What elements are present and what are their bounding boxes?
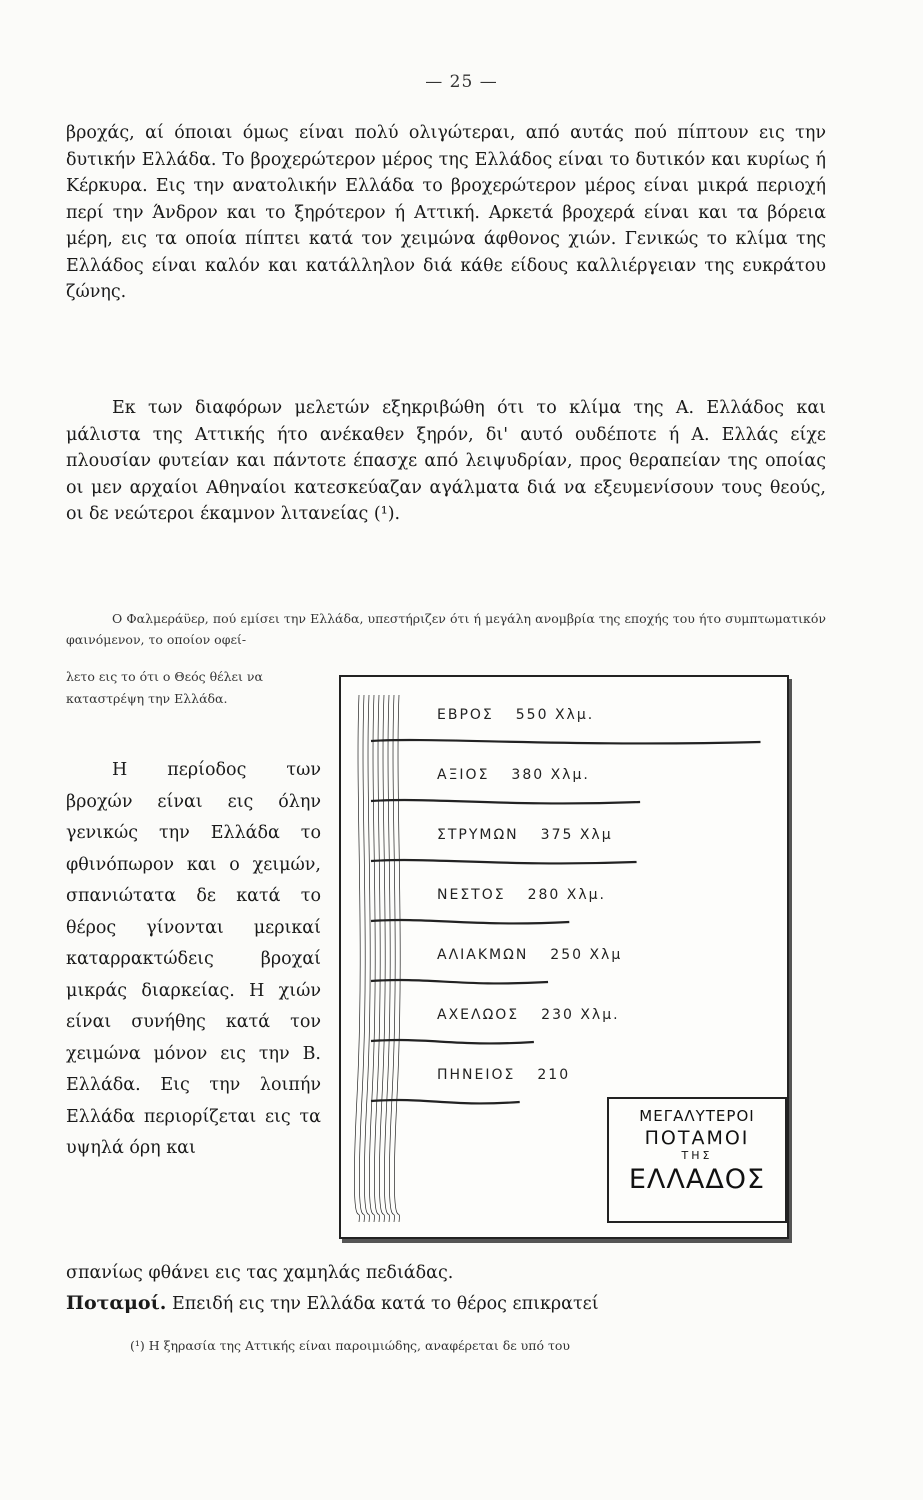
paragraph-rain-period-end: σπανίως φθάνει εις τας χαμηλάς πεδιάδας. bbox=[66, 1263, 454, 1283]
river-name: ΑΧΕΛΩΟΣ bbox=[437, 1007, 520, 1023]
page-number: — 25 — bbox=[425, 72, 498, 92]
river-label bbox=[437, 1007, 620, 1023]
river-name: ΠΗΝΕΙΟΣ bbox=[437, 1067, 516, 1083]
river-label bbox=[437, 827, 613, 843]
river-label bbox=[437, 1067, 570, 1083]
rivers-figure bbox=[339, 675, 789, 1239]
river-length: 230 Χλμ. bbox=[541, 1007, 620, 1023]
river-line bbox=[371, 740, 761, 743]
river-line bbox=[371, 980, 548, 983]
figure-title-line2: ΠΟΤΑΜΟΙ bbox=[644, 1127, 750, 1149]
paragraph-fallmerayer: Ο Φαλμεράϋερ, πού εμίσει την Ελλάδα, υπεστήριζεν ότι ή μεγάλη ανομβρία της εποχής του ήτο συμπτωματικόν φαινόμενον, το οποίον οφεί- bbox=[66, 611, 826, 647]
river-line bbox=[371, 1040, 534, 1043]
river-length: 210 bbox=[537, 1067, 571, 1083]
river-length: 280 Χλμ. bbox=[527, 887, 606, 903]
river-length: 380 Χλμ. bbox=[511, 767, 590, 783]
river-name: ΑΞΙΟΣ bbox=[437, 767, 490, 783]
river-line bbox=[371, 800, 640, 803]
river-line bbox=[371, 860, 637, 863]
river-name: ΕΒΡΟΣ bbox=[437, 707, 494, 723]
river-name: ΝΕΣΤΟΣ bbox=[437, 887, 506, 903]
river-name: ΣΤΡΥΜΩΝ bbox=[437, 827, 519, 843]
river-name: ΑΛΙΑΚΜΩΝ bbox=[437, 947, 529, 963]
paragraph-drought: Εκ των διαφόρων μελετών εξηκριβώθη ότι το κλίμα της Α. Ελλάδος και μάλιστα της Αττικής ήτο ανέκαθεν ξηρόν, δι' αυτό ουδέποτε ή Α. Ελλάς είχε πλουσίαν φυτείαν και πάντοτε έπασχε από λειψυδρίαν, προς θεραπείαν της οποίας οι μεν αρχαίοι Αθηναίοι κατεσκεύαζαν αγάλματα διά να εξευμενίσουν τους θεούς, οι δε νεώτεροι έκαμνον λιτανείας (¹). bbox=[66, 398, 826, 524]
river-line bbox=[371, 1100, 520, 1103]
river-length: 250 Χλμ bbox=[550, 947, 623, 963]
footnote: (¹) Η ξηρασία της Αττικής είναι παροιμιώδης, αναφέρεται δε υπό του bbox=[130, 1338, 571, 1353]
figure-title-line3: ΤΗΣ bbox=[681, 1149, 713, 1162]
river-label bbox=[437, 887, 606, 903]
section-heading-rivers: Ποταμοί. bbox=[66, 1292, 167, 1314]
river-length: 375 Χλμ bbox=[540, 827, 613, 843]
paragraph-climate: βροχάς, αί όποιαι όμως είναι πολύ ολιγώτεραι, από αυτάς πού πίπτουν εις την δυτικήν Ελλάδα. Το βροχερώτερον μέρος της Ελλάδος είναι το δυτικόν και κυρίως ή Κέρκυρα. Εις την ανατολικήν Ελλάδα το βροχερώτερον μέρος είναι μικρά περιοχή περί την Άνδρον και το ξηρότερον ή Αττική. Αρκετά βροχερά είναι και τα βόρεια μέρη, εις τα οποία πίπτει κατά τον χειμώνα άφθονος χιών. Γενικώς το κλίμα της Ελλάδος είναι καλόν και κατάλληλον διά κάθε είδους καλλιέργειαν της ευκράτου ζώνης. bbox=[66, 123, 826, 302]
figure-title-line4: ΕΛΛΑΔΟΣ bbox=[628, 1164, 766, 1195]
river-length: 550 Χλμ. bbox=[515, 707, 595, 723]
figure-title-box bbox=[607, 1097, 787, 1223]
paragraph-rain-period: Η περίοδος των βροχών είναι εις όλην γενικώς την Ελλάδα το φθινόπωρον και ο χειμών, σπανιώτατα δε κατά το θέρος γίνονται μερικαί καταρρακτώδεις βροχαί μικράς διαρκείας. Η χιών είναι συνήθης κατά τον χειμώνα μόνον εις την Β. Ελλάδα. Εις την λοιπήν Ελλάδα περιορίζεται εις τα υψηλά όρη και bbox=[66, 760, 321, 1158]
river-line bbox=[371, 920, 569, 923]
paragraph-rivers bbox=[66, 1290, 826, 1318]
river-label bbox=[437, 707, 594, 723]
river-label bbox=[437, 767, 590, 783]
paragraph-fallmerayer-cont: λετο εις το ότι ο Θεός θέλει να καταστρέψη την Ελλάδα. bbox=[66, 669, 263, 706]
figure-title-line1: ΜΕΓΑΛΥΤΕΡΟΙ bbox=[639, 1107, 755, 1125]
river-source-strand bbox=[354, 695, 360, 1222]
river-label bbox=[437, 947, 622, 963]
rivers-intro-text: Επειδή εις την Ελλάδα κατά το θέρος επικρατεί bbox=[172, 1294, 599, 1314]
